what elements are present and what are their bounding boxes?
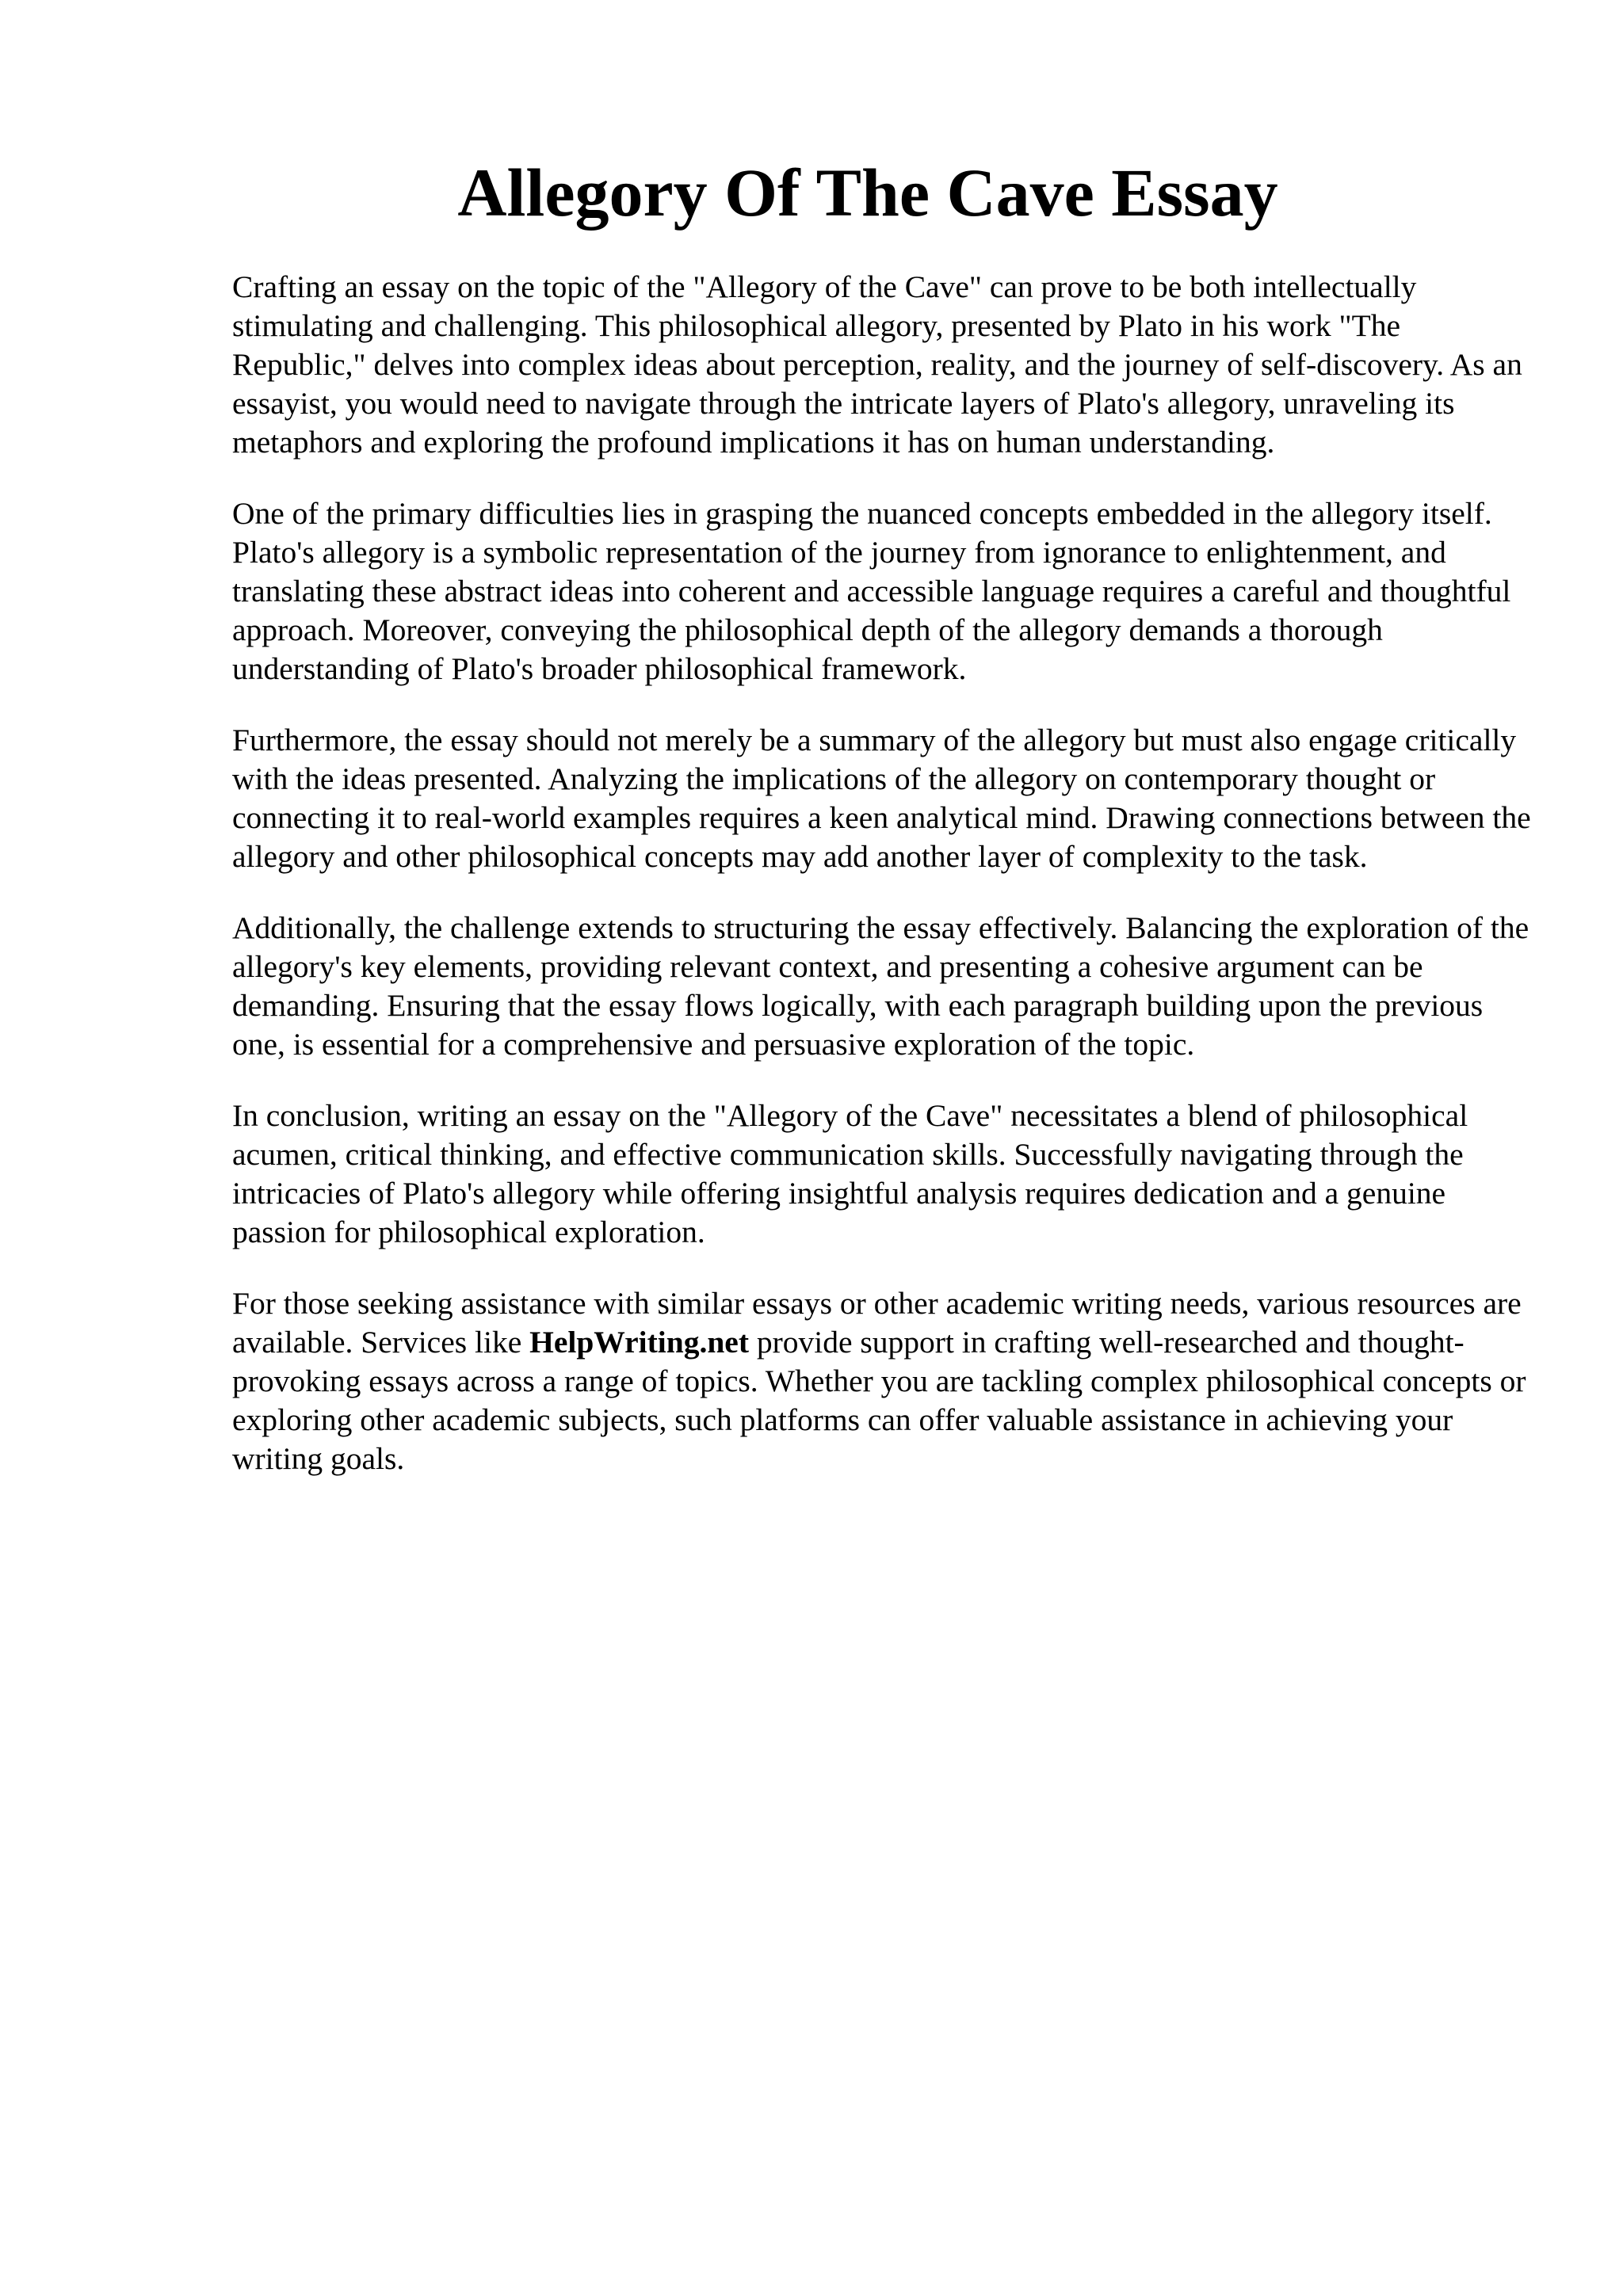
helpwriting-link[interactable]: HelpWriting.net xyxy=(529,1325,749,1360)
assistance-text-before: For those seeking assistance with similar essays or other academic writing needs, various resources are available. Services like xyxy=(232,1286,1522,1360)
paragraph-structure: Additionally, the challenge extends to structuring the essay effectively. Balancing the exploration of the allegory's key elements, providing relevant context, and presenting a cohesive argument can be demanding. Ensuring that the essay flows logically, with each paragraph building upon the previous one, is essential for a comprehensive and persuasive exploration of the topic. xyxy=(232,910,1529,1062)
paragraph-critical-engagement: Furthermore, the essay should not merely be a summary of the allegory but must also engage critically with the ideas presented. Analyzing the implications of the allegory on contemporary thought or connecting it to real-world examples requires a keen analytical mind. Drawing connections between the allegory and other philosophical concepts may add another layer of complexity to the task. xyxy=(232,723,1531,874)
paragraph-intro: Crafting an essay on the topic of the "Allegory of the Cave" can prove to be both intellectually stimulating and challenging. This philosophical allegory, presented by Plato in his work "The Republic," delves into complex ideas about perception, reality, and the journey of self-discovery. As an essayist, you would need to navigate through the intricate layers of Plato's allegory, unraveling its metaphors and exploring the profound implications it has on human understanding. xyxy=(232,269,1522,460)
paragraph-difficulties: One of the primary difficulties lies in grasping the nuanced concepts embedded in the allegory itself. Plato's allegory is a symbolic representation of the journey from ignorance to enlightenment, and translating these abstract ideas into coherent and accessible language requires a careful and thoughtful approach. Moreover, conveying the philosophical depth of the allegory demands a thorough understanding of Plato's broader philosophical framework. xyxy=(232,496,1511,686)
page-title: Allegory Of The Cave Essay xyxy=(457,154,1278,231)
paragraph-conclusion: In conclusion, writing an essay on the "Allegory of the Cave" necessitates a blend of philosophical acumen, critical thinking, and effective communication skills. Successfully navigating through the intricacies of Plato's allegory while offering insightful analysis requires dedication and a genuine passion for philosophical exploration. xyxy=(232,1098,1468,1249)
essay-body xyxy=(232,268,1532,1511)
paragraph-assistance xyxy=(232,1284,1532,1478)
assistance-text-after: provide support in crafting well-researched and thought-provoking essays across a range of topics. Whether you are tackling complex philosophical concepts or exploring other academic subjects, such platforms can offer valuable assistance in achieving your writing goals. xyxy=(232,1325,1526,1476)
